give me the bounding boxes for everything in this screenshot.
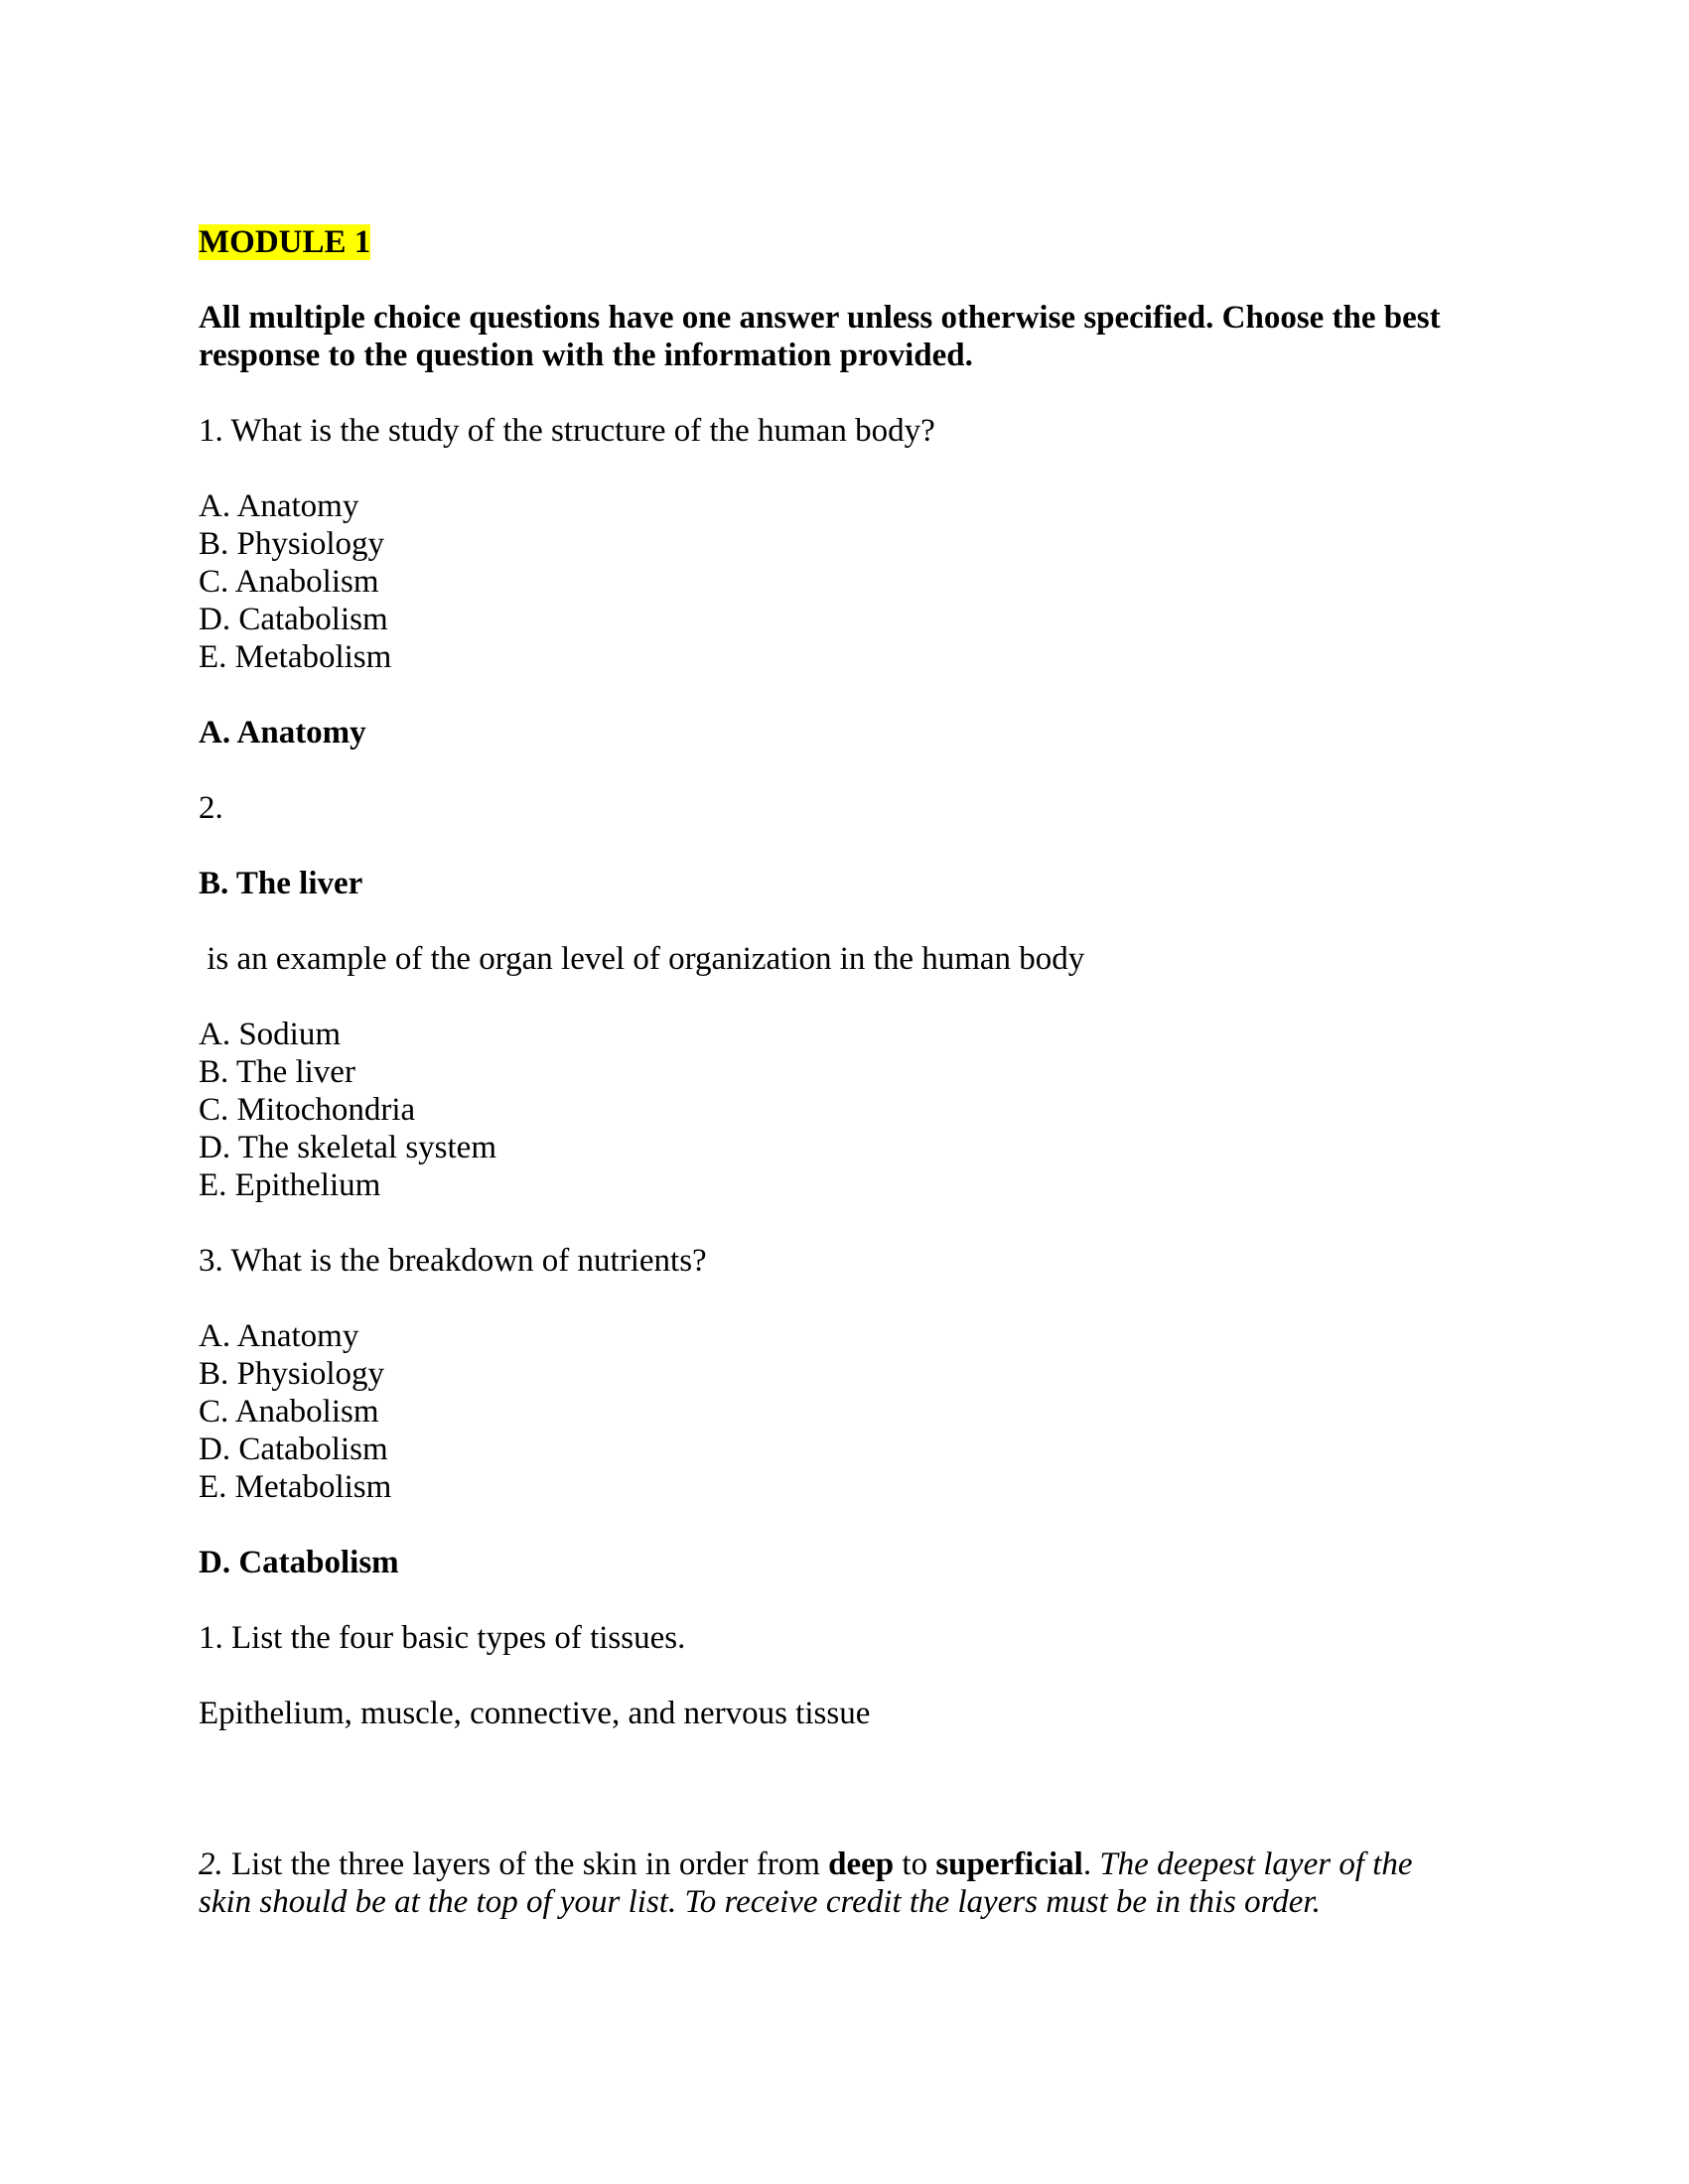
instructions-line-2: response to the question with the information provided. — [199, 338, 973, 373]
document-page — [199, 223, 1489, 1921]
short-answer-1-prompt: 1. List the four basic types of tissues. — [199, 1620, 686, 1656]
instructions — [199, 299, 1489, 374]
option: D. Catabolism — [199, 1432, 388, 1467]
option: C. Anabolism — [199, 564, 379, 600]
option: D. The skeletal system — [199, 1130, 496, 1165]
question-3-prompt: 3. What is the breakdown of nutrients? — [199, 1243, 707, 1279]
question-1-options — [199, 487, 1489, 676]
question-2-prompt: is an example of the organ level of organization in the human body — [199, 941, 1085, 977]
question-2-options — [199, 1016, 1489, 1204]
option: B. The liver — [199, 1054, 355, 1090]
short-answer-2-text: List the three layers of the skin in order from — [222, 1846, 829, 1882]
short-answer-2-prompt — [199, 1845, 1489, 1921]
emphasis-deep: deep — [828, 1846, 895, 1882]
question-1 — [199, 412, 1489, 450]
option: E. Metabolism — [199, 1469, 392, 1505]
option: A. Anatomy — [199, 488, 359, 524]
instruction-italic-1: The deepest layer of the — [1099, 1846, 1413, 1882]
instruction-italic-2: skin should be at the top of your list. To receive credit the layers must be in this order. — [199, 1884, 1321, 1920]
option: D. Catabolism — [199, 602, 388, 637]
question-2-answer: B. The liver — [199, 866, 363, 901]
question-3-options — [199, 1317, 1489, 1506]
option: C. Mitochondria — [199, 1092, 416, 1128]
question-2-number: 2. — [199, 790, 223, 826]
question-1-prompt: 1. What is the study of the structure of the human body? — [199, 413, 935, 449]
emphasis-superficial: superficial — [935, 1846, 1083, 1882]
option: E. Epithelium — [199, 1167, 381, 1203]
option: B. Physiology — [199, 526, 385, 562]
option: A. Sodium — [199, 1017, 342, 1052]
option: A. Anatomy — [199, 1318, 359, 1354]
option: B. Physiology — [199, 1356, 385, 1392]
short-answer-2-number: 2. — [199, 1846, 223, 1882]
question-3-answer: D. Catabolism — [199, 1545, 399, 1580]
module-title: MODULE 1 — [199, 224, 371, 260]
instructions-line-1: All multiple choice questions have one answer unless otherwise specified. Choose the best — [199, 300, 1441, 336]
connector-text: to — [894, 1846, 936, 1882]
module-heading — [199, 223, 1489, 261]
question-1-answer: A. Anatomy — [199, 715, 366, 751]
option: C. Anabolism — [199, 1394, 379, 1430]
option: E. Metabolism — [199, 639, 392, 675]
short-answer-1-answer: Epithelium, muscle, connective, and nervous tissue — [199, 1696, 871, 1731]
period-text: . — [1082, 1846, 1100, 1882]
